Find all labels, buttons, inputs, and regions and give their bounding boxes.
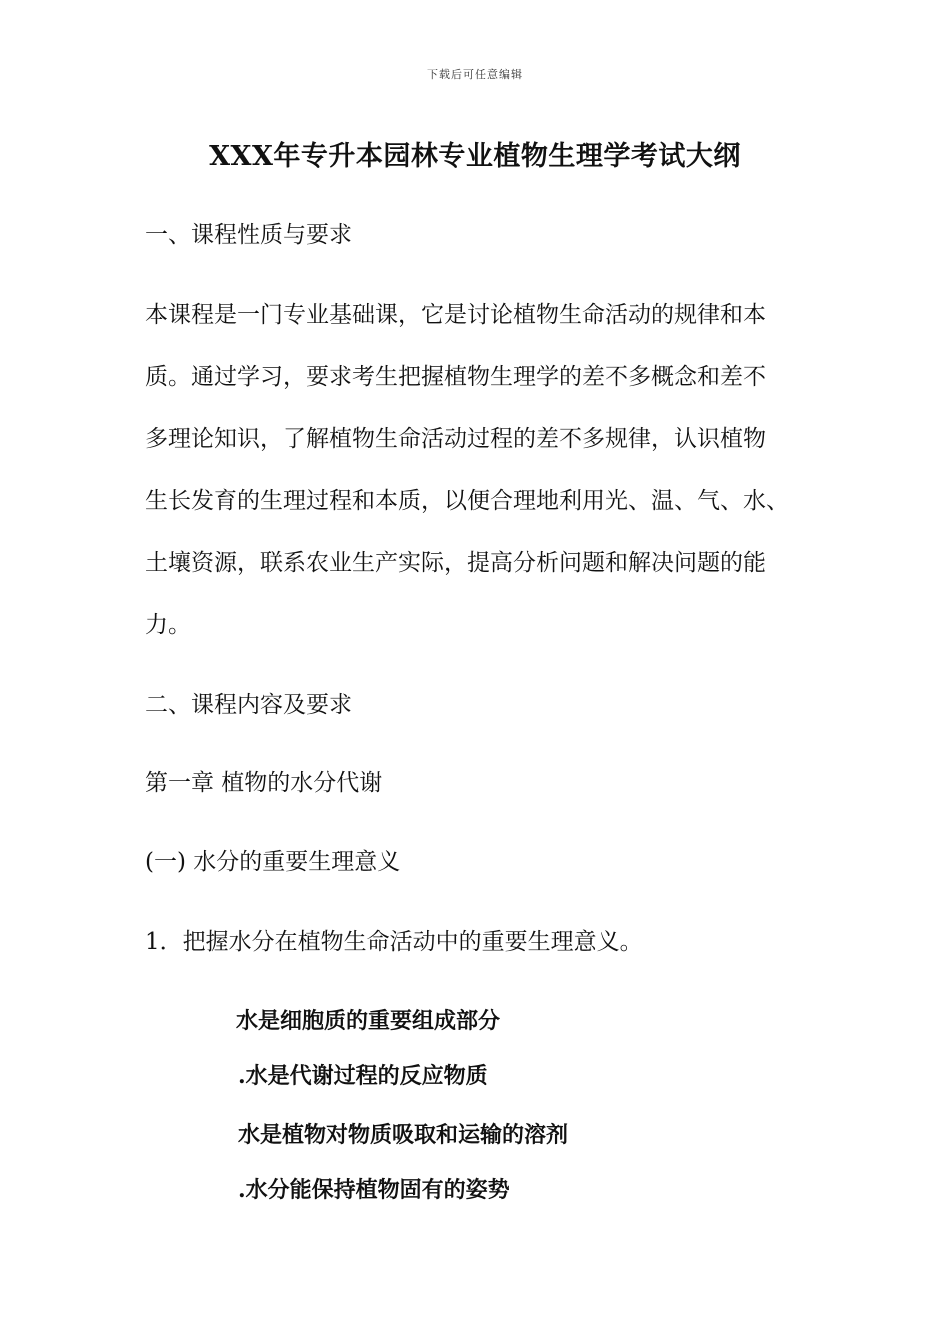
paragraph-line: 土壤资源，联系农业生产实际，提高分析问题和解决问题的能 [145,550,766,576]
section-heading-1: 一、课程性质与要求 [145,222,352,248]
paragraph-line: 本课程是一门专业基础课，它是讨论植物生命活动的规律和本 [145,302,766,328]
paragraph-line: 力。 [145,612,191,638]
header-note: 下载后可任意编辑 [427,68,523,81]
paragraph-line: 生长发育的生理过程和本质，以便合理地利用光、温、气、水、 [145,488,789,514]
document-title: XXX年专升本园林专业植物生理学考试大纲 [209,141,741,172]
subsection-heading: (一) 水分的重要生理意义 [145,849,401,875]
section-heading-2: 二、课程内容及要求 [145,692,352,718]
list-item: .水分能保持植物固有的姿势 [238,1177,510,1203]
list-item: 水是细胞质的重要组成部分 [236,1008,501,1034]
chapter-heading: 第一章 植物的水分代谢 [145,770,383,796]
paragraph-line: 质。通过学习，要求考生把握植物生理学的差不多概念和差不 [145,364,766,390]
list-item: .水是代谢过程的反应物质 [238,1063,488,1089]
point-item: 1．把握水分在植物生命活动中的重要生理意义。 [145,929,643,955]
paragraph-line: 多理论知识，了解植物生命活动过程的差不多规律，认识植物 [145,426,766,452]
list-item: 水是植物对物质吸取和运输的溶剂 [238,1122,569,1148]
